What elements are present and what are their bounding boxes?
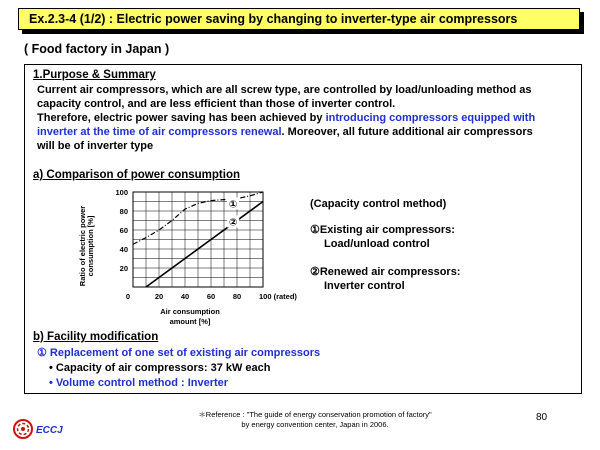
subtitle: ( Food factory in Japan ) xyxy=(24,42,170,56)
series-label-1: ① xyxy=(228,199,238,211)
facility-list xyxy=(37,346,320,391)
purpose-line-4-post: . Moreover, all future additional air compressors xyxy=(281,126,533,138)
legend-item-2-title: ②Renewed air compressors: xyxy=(310,266,461,278)
eccj-logo-text: ECCJ xyxy=(36,425,63,436)
facility-item: ① Replacement of one set of existing air compressors xyxy=(37,347,321,359)
legend-item-1-title: ①Existing air compressors: xyxy=(310,224,455,236)
y-tick-label: 60 xyxy=(119,226,128,235)
x-tick-label: 0 xyxy=(125,292,130,301)
x-tick-label: 20 xyxy=(154,292,164,301)
eccj-logo xyxy=(12,418,82,445)
page-title-text: Ex.2.3-4 (1/2) : Electric power saving by changing to inverter-type air compressors xyxy=(29,12,518,26)
reference-note xyxy=(150,410,480,430)
y-axis-label-line-1: Ratio of electric power xyxy=(78,205,87,287)
purpose-line-3 xyxy=(37,111,577,125)
facility-heading: b) Facility modification xyxy=(33,331,159,343)
legend-item-1-sub: Load/unload control xyxy=(324,238,430,250)
purpose-line-4 xyxy=(37,125,577,139)
series-label-2: ② xyxy=(228,217,238,229)
legend-item-2 xyxy=(310,265,460,293)
x-tick-label: 60 xyxy=(206,292,216,301)
legend-item-2-sub: Inverter control xyxy=(324,280,405,292)
x-axis-label-line-1: Air consumption xyxy=(160,307,220,316)
x-tick-label: 80 xyxy=(232,292,242,301)
y-axis-label-line-2: consumption [%] xyxy=(86,215,95,277)
comparison-heading: a) Comparison of power consumption xyxy=(33,169,241,181)
legend-header: (Capacity control method) xyxy=(310,198,447,210)
reference-line-1: ＊Reference : "The guide of energy conservation promotion of factory" xyxy=(198,410,432,419)
page-number: 80 xyxy=(536,412,548,423)
legend-item-1 xyxy=(310,223,455,251)
purpose-line-4-highlight: inverter at the time of air compressors renewal xyxy=(37,126,282,138)
reference-line-2: by energy convention center, Japan in 2006. xyxy=(241,420,389,429)
purpose-line-5: will be of inverter type xyxy=(37,140,154,152)
purpose-line-3-pre: Therefore, electric power saving has been achieved by xyxy=(37,112,326,124)
y-tick-label: 20 xyxy=(119,264,128,273)
purpose-line-3-highlight: introducing compressors equipped with xyxy=(325,112,536,124)
x-axis-label-line-2: amount [%] xyxy=(169,317,211,326)
y-tick-label: 100 xyxy=(115,188,128,197)
chart-grid xyxy=(133,192,263,287)
y-tick-label: 80 xyxy=(119,207,128,216)
eccj-logo-icon xyxy=(12,418,82,440)
x-tick-label: 40 xyxy=(180,292,190,301)
facility-bullet-2: • Volume control method : Inverter xyxy=(49,377,229,389)
purpose-line-1: Current air compressors, which are all screw type, are controlled by load/unloading method as xyxy=(37,84,532,96)
page-title xyxy=(18,8,580,30)
power-consumption-chart xyxy=(58,184,308,329)
y-tick-label: 40 xyxy=(119,245,128,254)
facility-bullet-1: • Capacity of air compressors: 37 kW each xyxy=(49,362,271,374)
purpose-line-2: capacity control, and are less efficient than those of inverter control. xyxy=(37,98,396,110)
x-tick-label: 100 (rated) xyxy=(259,292,297,301)
purpose-text xyxy=(37,83,577,153)
purpose-heading: 1.Purpose & Summary xyxy=(33,69,156,81)
